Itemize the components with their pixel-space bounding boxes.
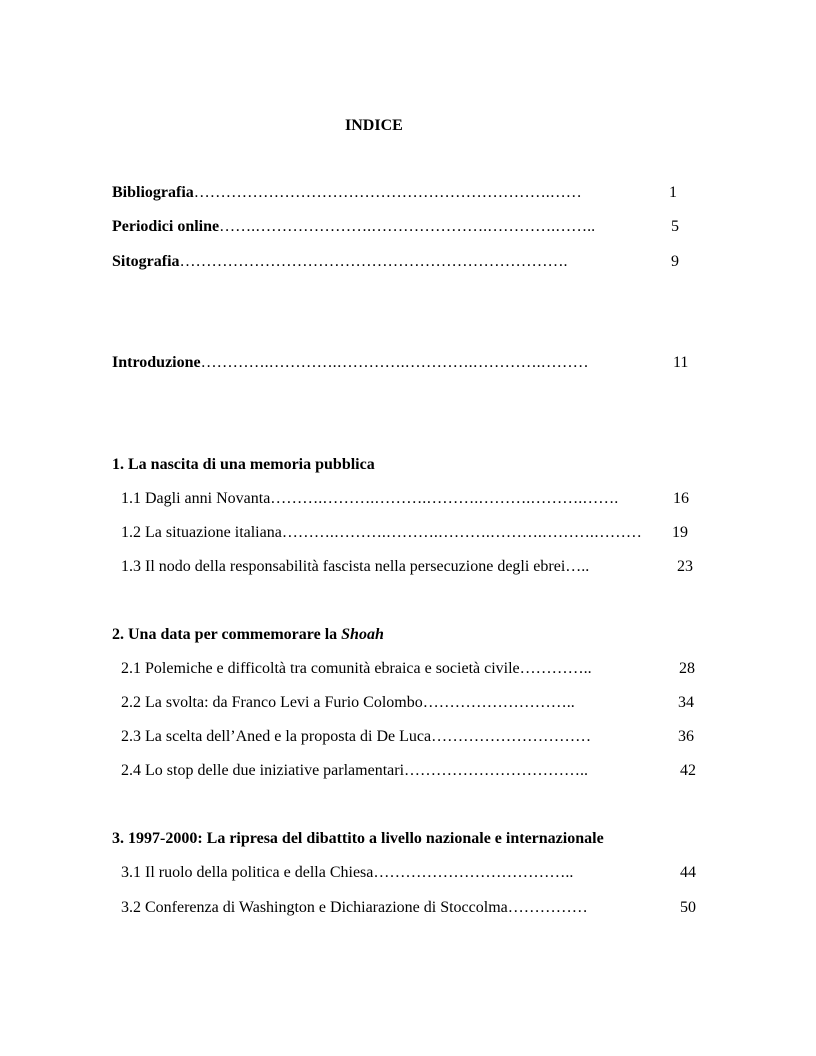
- entry-label: 2.1 Polemiche e difficoltà tra comunità ebraica e società civile: [121, 660, 520, 677]
- chapter-heading-2[interactable]: [112, 625, 384, 645]
- page-number: 11: [673, 354, 689, 371]
- page-title: INDICE: [345, 117, 403, 134]
- chapter-heading-1[interactable]: [112, 455, 375, 475]
- toc-entry-1-3[interactable]: [121, 557, 589, 577]
- toc-entry-2-2[interactable]: [121, 693, 575, 713]
- toc-entry-2-3[interactable]: [121, 727, 591, 747]
- page-number: 36: [678, 728, 694, 745]
- dot-leader: ……………………………………………………………….: [179, 253, 568, 270]
- page-number: 5: [671, 218, 679, 235]
- toc-entry-periodici-online[interactable]: [112, 217, 595, 237]
- page-number: 28: [679, 660, 695, 677]
- entry-label: 1.3 Il nodo della responsabilità fascista nella persecuzione degli ebrei: [121, 558, 566, 575]
- page-number: 50: [680, 899, 696, 916]
- entry-label: Sitografia: [112, 253, 180, 270]
- dot-leader: ………………………..: [422, 694, 575, 711]
- dot-leader: ………………………………………………………….……: [193, 184, 582, 201]
- entry-label: 2.3 La scelta dell’Aned e la proposta di De Luca: [121, 728, 432, 745]
- page-number: 1: [669, 184, 677, 201]
- entry-label: 2.4 Lo stop delle due iniziative parlamentari: [121, 762, 405, 779]
- dot-leader: ……………: [507, 899, 588, 916]
- page-number: 9: [671, 253, 679, 270]
- entry-label: 3.2 Conferenza di Washington e Dichiarazione di Stoccolma: [121, 899, 508, 916]
- entry-label: Periodici online: [112, 218, 220, 235]
- entry-label: Introduzione: [112, 354, 201, 371]
- toc-entry-3-2[interactable]: [121, 898, 588, 918]
- dot-leader: ……….……….……….……….……….……….………: [281, 524, 642, 541]
- dot-leader: ……………………………..: [404, 762, 589, 779]
- chapter-title: 1. La nascita di una memoria pubblica: [112, 456, 375, 473]
- dot-leader: …….………………….………………….………….……..: [219, 218, 596, 235]
- chapter-title: 3. 1997-2000: La ripresa del dibattito a livello nazionale e internazionale: [112, 830, 604, 847]
- dot-leader: …………………………: [431, 728, 592, 745]
- toc-entry-introduzione[interactable]: [112, 353, 589, 373]
- entry-label: 1.1 Dagli anni Novanta: [121, 490, 271, 507]
- page-number: 44: [680, 864, 696, 881]
- chapter-title: 2. Una data per commemorare la: [112, 626, 342, 643]
- entry-label: 2.2 La svolta: da Franco Levi a Furio Colombo: [121, 694, 423, 711]
- toc-entry-bibliografia[interactable]: [112, 183, 582, 203]
- toc-entry-sitografia[interactable]: [112, 252, 568, 272]
- page-number: 23: [677, 558, 693, 575]
- chapter-title-italic: Shoah: [341, 626, 384, 643]
- entry-label: 1.2 La situazione italiana: [121, 524, 282, 541]
- toc-entry-2-4[interactable]: [121, 761, 588, 781]
- page-number: 16: [673, 490, 689, 507]
- dot-leader: …..: [565, 558, 590, 575]
- dot-leader: …………..: [519, 660, 592, 677]
- dot-leader: ……….……….……….……….……….……….…….: [270, 490, 619, 507]
- dot-leader: ………….………….………….………….………….………: [200, 354, 589, 371]
- toc-entry-1-1[interactable]: [121, 489, 618, 509]
- chapter-heading-3[interactable]: [112, 829, 604, 849]
- dot-leader: ………………………………..: [373, 864, 574, 881]
- page-number: 34: [678, 694, 694, 711]
- page-number: 42: [680, 762, 696, 779]
- entry-label: 3.1 Il ruolo della politica e della Chiesa: [121, 864, 374, 881]
- entry-label: Bibliografia: [112, 184, 194, 201]
- toc-entry-3-1[interactable]: [121, 863, 573, 883]
- page-number: 19: [672, 524, 688, 541]
- toc-entry-1-2[interactable]: [121, 523, 642, 543]
- toc-entry-2-1[interactable]: [121, 659, 592, 679]
